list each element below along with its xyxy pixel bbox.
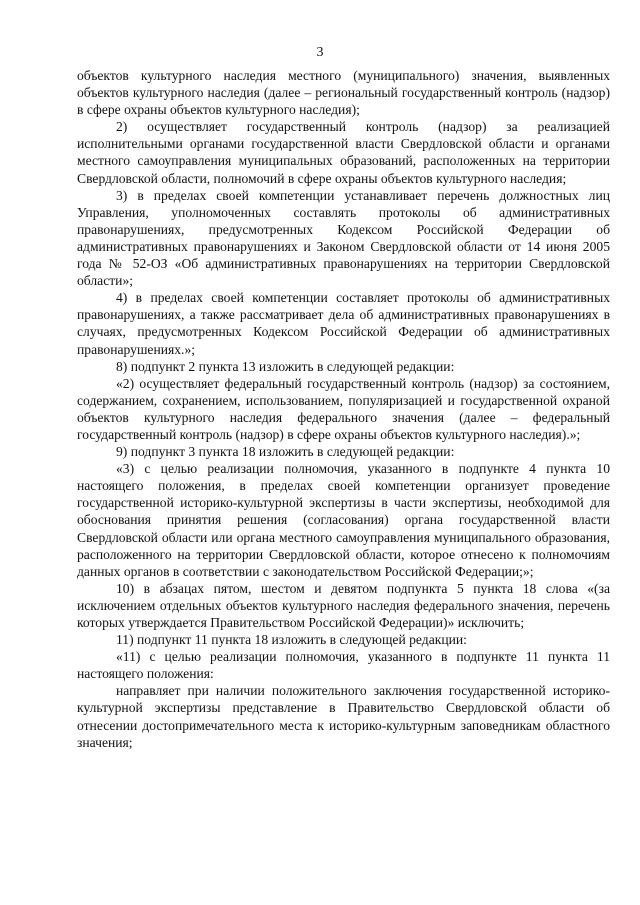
paragraph-quoted-item-11: «11) с целью реализации полномочия, указанного в подпункте 11 пункта 11 настоящего положения: [77,649,610,682]
paragraph-continuation: объектов культурного наследия местного (муниципального) значения, выявленных объектов культурного наследия (далее – региональный государственный контроль (надзор) в сфере охраны объектов культурного наследия); [77,68,610,118]
paragraph-amendment-8: 8) подпункт 2 пункта 13 изложить в следующей редакции: [116,358,455,374]
paragraph-item-2: 2) осуществляет государственный контроль (надзор) за реализацией исполнительными органами государственной власти Свердловской области и органами местного самоуправления муниципальных образований, расположенных на территории Свердловской области, полномочий в сфере охраны объектов культурного наследия; [77,119,610,186]
paragraph-item-3: 3) в пределах своей компетенции устанавливает перечень должностных лиц Управления, уполномоченных составлять протоколы об административных правонарушениях, предусмотренных Кодексом Российской Федерации об административных правонарушениях и Законом Свердловской области от 14 июня 2005 года № 52-ОЗ «Об административных правонарушениях на территории Свердловской области»; [77,187,610,289]
paragraph-quoted-item-2: «2) осуществляет федеральный государственный контроль (надзор) за состоянием, содержанием, сохранением, использованием, популяризацией и государственной охраной объектов культурного наследия федерального значения (далее – федеральный государственный контроль (надзор) в сфере охраны объектов культурного наследия).»; [77,375,610,442]
paragraph-item-4: 4) в пределах своей компетенции составляет протоколы об административных правонарушениях, а также рассматривает дела об административных правонарушениях в случаях, предусмотренных Кодексом Российской Федерации об административных правонарушениях.»; [77,290,610,357]
page-number: 3 [316,45,324,60]
paragraph-quoted-item-3: «3) с целью реализации полномочия, указанного в подпункте 4 пункта 10 настоящего положения, в пределах своей компетенции организует проведение государственной историко-культурной экспертизы в части экспертизы, необходимой для обоснования принятия решения (согласования) органа государственной власти Свердловской области или органа местного самоуправления муниципального образования, расположенного на территории Свердловской области, которое отнесено к полномочиям данных органов в соответствии с законодательством Российской Федерации;»; [77,461,610,579]
paragraph-amendment-10: 10) в абзацах пятом, шестом и девятом подпункта 5 пункта 18 слова «(за исключением отдельных объектов культурного наследия федерального значения, перечень которых утверждается Правительством Российской Федерации)» исключить; [77,580,610,630]
paragraph-amendment-11: 11) подпункт 11 пункта 18 изложить в следующей редакции: [116,632,467,648]
paragraph-directive: направляет при наличии положительного заключения государственной историко-культурной экспертизы представление в Правительство Свердловской области об отнесении достопримечательного места к историко-культурным заповедникам областного значения; [77,683,610,750]
document-body [77,67,610,751]
paragraph-amendment-9: 9) подпункт 3 пункта 18 изложить в следующей редакции: [116,444,455,460]
